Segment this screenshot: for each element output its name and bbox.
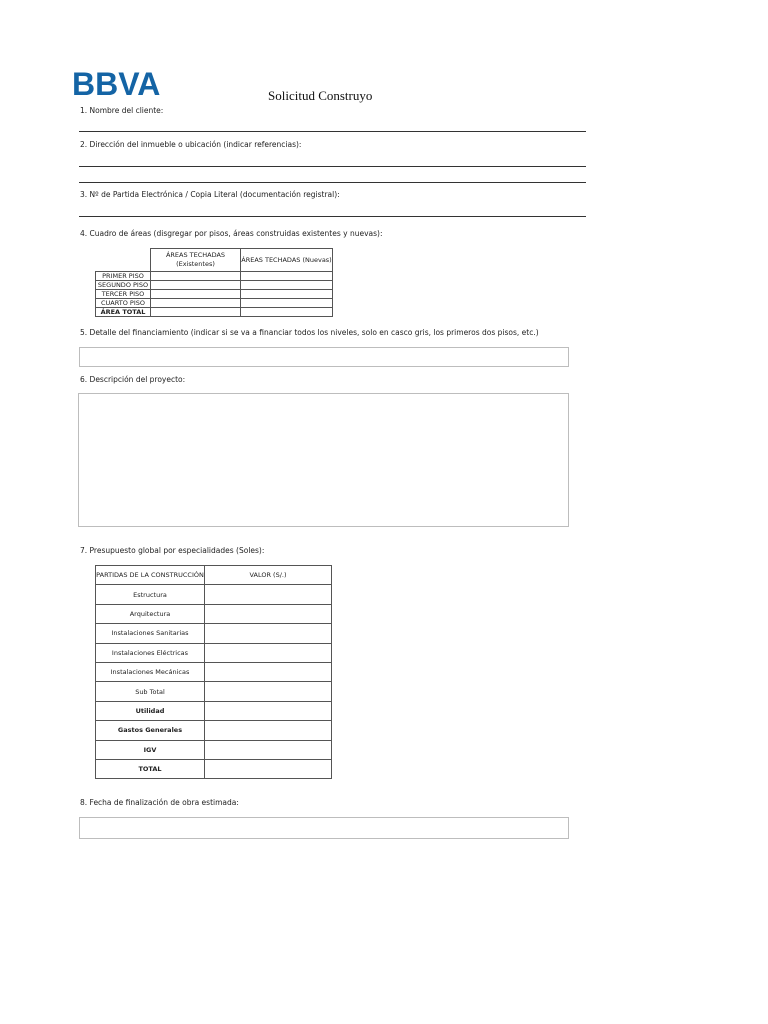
budget-row-label: Utilidad bbox=[96, 701, 205, 720]
section-5-label: 5. Detalle del financiamiento (indicar si se va a financiar todos los niveles, solo en casco gris, los primeros dos pisos, etc.) bbox=[80, 328, 539, 337]
logo-text: BBVA bbox=[72, 68, 161, 98]
table-row bbox=[96, 662, 332, 681]
budget-row-label: Estructura bbox=[96, 585, 205, 604]
table-row bbox=[96, 604, 332, 623]
section-6-label: 6. Descripción del proyecto: bbox=[80, 375, 186, 384]
budget-value-cell[interactable] bbox=[205, 585, 332, 604]
table-row bbox=[96, 740, 332, 759]
areas-row-label: SEGUNDO PISO bbox=[96, 281, 151, 290]
budget-value-cell[interactable] bbox=[205, 759, 332, 778]
client-name-line[interactable] bbox=[79, 131, 586, 132]
table-row bbox=[96, 299, 333, 308]
table-row bbox=[96, 682, 332, 701]
section-4-label: 4. Cuadro de áreas (disgregar por pisos, áreas construidas existentes y nuevas): bbox=[80, 229, 383, 238]
areas-row-label: PRIMER PISO bbox=[96, 272, 151, 281]
budget-value-cell[interactable] bbox=[205, 662, 332, 681]
table-row bbox=[96, 721, 332, 740]
budget-header-items: PARTIDAS DE LA CONSTRUCCIÓN bbox=[96, 566, 205, 585]
areas-cell[interactable] bbox=[151, 290, 241, 299]
areas-cell[interactable] bbox=[151, 281, 241, 290]
areas-row-label: TERCER PISO bbox=[96, 290, 151, 299]
budget-value-cell[interactable] bbox=[205, 604, 332, 623]
section-2-label: 2. Dirección del inmueble o ubicación (indicar referencias): bbox=[80, 140, 302, 149]
budget-row-label: IGV bbox=[96, 740, 205, 759]
areas-cell[interactable] bbox=[241, 299, 333, 308]
partida-line[interactable] bbox=[79, 216, 586, 217]
budget-value-cell[interactable] bbox=[205, 643, 332, 662]
table-row bbox=[96, 290, 333, 299]
areas-cell[interactable] bbox=[151, 308, 241, 317]
table-row bbox=[96, 308, 333, 317]
areas-row-label-total: ÁREA TOTAL bbox=[96, 308, 151, 317]
areas-cell[interactable] bbox=[151, 299, 241, 308]
areas-header-new: ÁREAS TECHADAS (Nuevas) bbox=[241, 249, 333, 272]
table-row bbox=[96, 701, 332, 720]
areas-corner bbox=[96, 249, 151, 272]
budget-value-cell[interactable] bbox=[205, 721, 332, 740]
areas-cell[interactable] bbox=[241, 308, 333, 317]
budget-value-cell[interactable] bbox=[205, 740, 332, 759]
areas-cell[interactable] bbox=[241, 281, 333, 290]
budget-row-label: Arquitectura bbox=[96, 604, 205, 623]
budget-value-cell[interactable] bbox=[205, 624, 332, 643]
table-row bbox=[96, 624, 332, 643]
section-7-label: 7. Presupuesto global por especialidades (Soles): bbox=[80, 546, 265, 555]
bbva-logo bbox=[72, 68, 168, 98]
section-1-label: 1. Nombre del cliente: bbox=[80, 106, 164, 115]
areas-header-existing: ÁREAS TECHADAS (Existentes) bbox=[151, 249, 241, 272]
table-row bbox=[96, 566, 332, 585]
areas-row-label: CUARTO PISO bbox=[96, 299, 151, 308]
budget-value-cell[interactable] bbox=[205, 682, 332, 701]
completion-date-field[interactable] bbox=[79, 817, 569, 839]
table-row bbox=[96, 643, 332, 662]
budget-table bbox=[95, 565, 332, 779]
budget-row-label: Gastos Generales bbox=[96, 721, 205, 740]
budget-value-cell[interactable] bbox=[205, 701, 332, 720]
table-row bbox=[96, 272, 333, 281]
address-line-2[interactable] bbox=[79, 182, 586, 183]
section-3-label: 3. Nº de Partida Electrónica / Copia Literal (documentación registral): bbox=[80, 190, 340, 199]
budget-row-label-total: TOTAL bbox=[96, 759, 205, 778]
table-row bbox=[96, 281, 333, 290]
areas-cell[interactable] bbox=[241, 290, 333, 299]
document-title: Solicitud Construyo bbox=[268, 88, 373, 103]
budget-row-label: Instalaciones Mecánicas bbox=[96, 662, 205, 681]
budget-header-value: VALOR (S/.) bbox=[205, 566, 332, 585]
section-8-label: 8. Fecha de finalización de obra estimada: bbox=[80, 798, 239, 807]
budget-row-label: Instalaciones Sanitarias bbox=[96, 624, 205, 643]
areas-cell[interactable] bbox=[151, 272, 241, 281]
table-row bbox=[96, 585, 332, 604]
financing-detail-field[interactable] bbox=[79, 347, 569, 367]
budget-row-label: Instalaciones Eléctricas bbox=[96, 643, 205, 662]
areas-table bbox=[95, 248, 333, 317]
project-description-field[interactable] bbox=[78, 393, 569, 527]
budget-row-label: Sub Total bbox=[96, 682, 205, 701]
address-line-1[interactable] bbox=[79, 166, 586, 167]
areas-cell[interactable] bbox=[241, 272, 333, 281]
table-row bbox=[96, 759, 332, 778]
